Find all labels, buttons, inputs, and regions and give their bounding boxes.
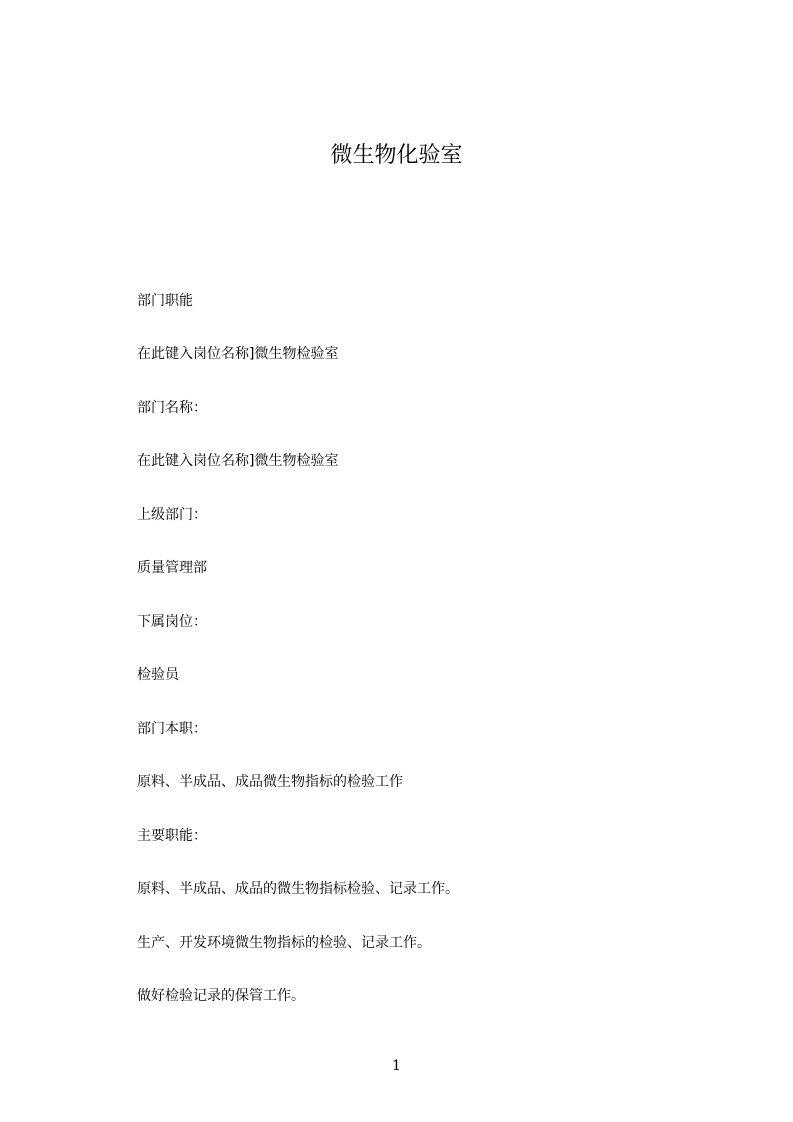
field-value-superior-department: 质量管理部 (137, 560, 207, 576)
body-text-position-name: 在此键入岗位名称]微生物检验室 (137, 346, 339, 362)
field-label-superior-department: 上级部门： (137, 507, 207, 523)
function-item: 原料、半成品、成品的微生物指标检验、记录工作。 (137, 881, 459, 897)
section-heading-department-function: 部门职能 (137, 293, 193, 309)
field-value-department-duty: 原料、半成品、成品微生物指标的检验工作 (137, 774, 403, 790)
function-item: 生产、开发环境微生物指标的检验、记录工作。 (137, 935, 431, 951)
field-value-subordinate-positions: 检验员 (137, 667, 179, 683)
page-title: 微生物化验室 (330, 143, 463, 168)
page-number: 1 (392, 1058, 401, 1074)
field-value-department-name: 在此键入岗位名称]微生物检验室 (137, 453, 339, 469)
function-item: 做好检验记录的保管工作。 (137, 988, 305, 1004)
field-label-department-duty: 部门本职： (137, 721, 207, 737)
field-label-main-functions: 主要职能： (137, 828, 207, 844)
field-label-subordinate-positions: 下属岗位： (137, 614, 207, 630)
field-label-department-name: 部门名称： (137, 400, 207, 416)
